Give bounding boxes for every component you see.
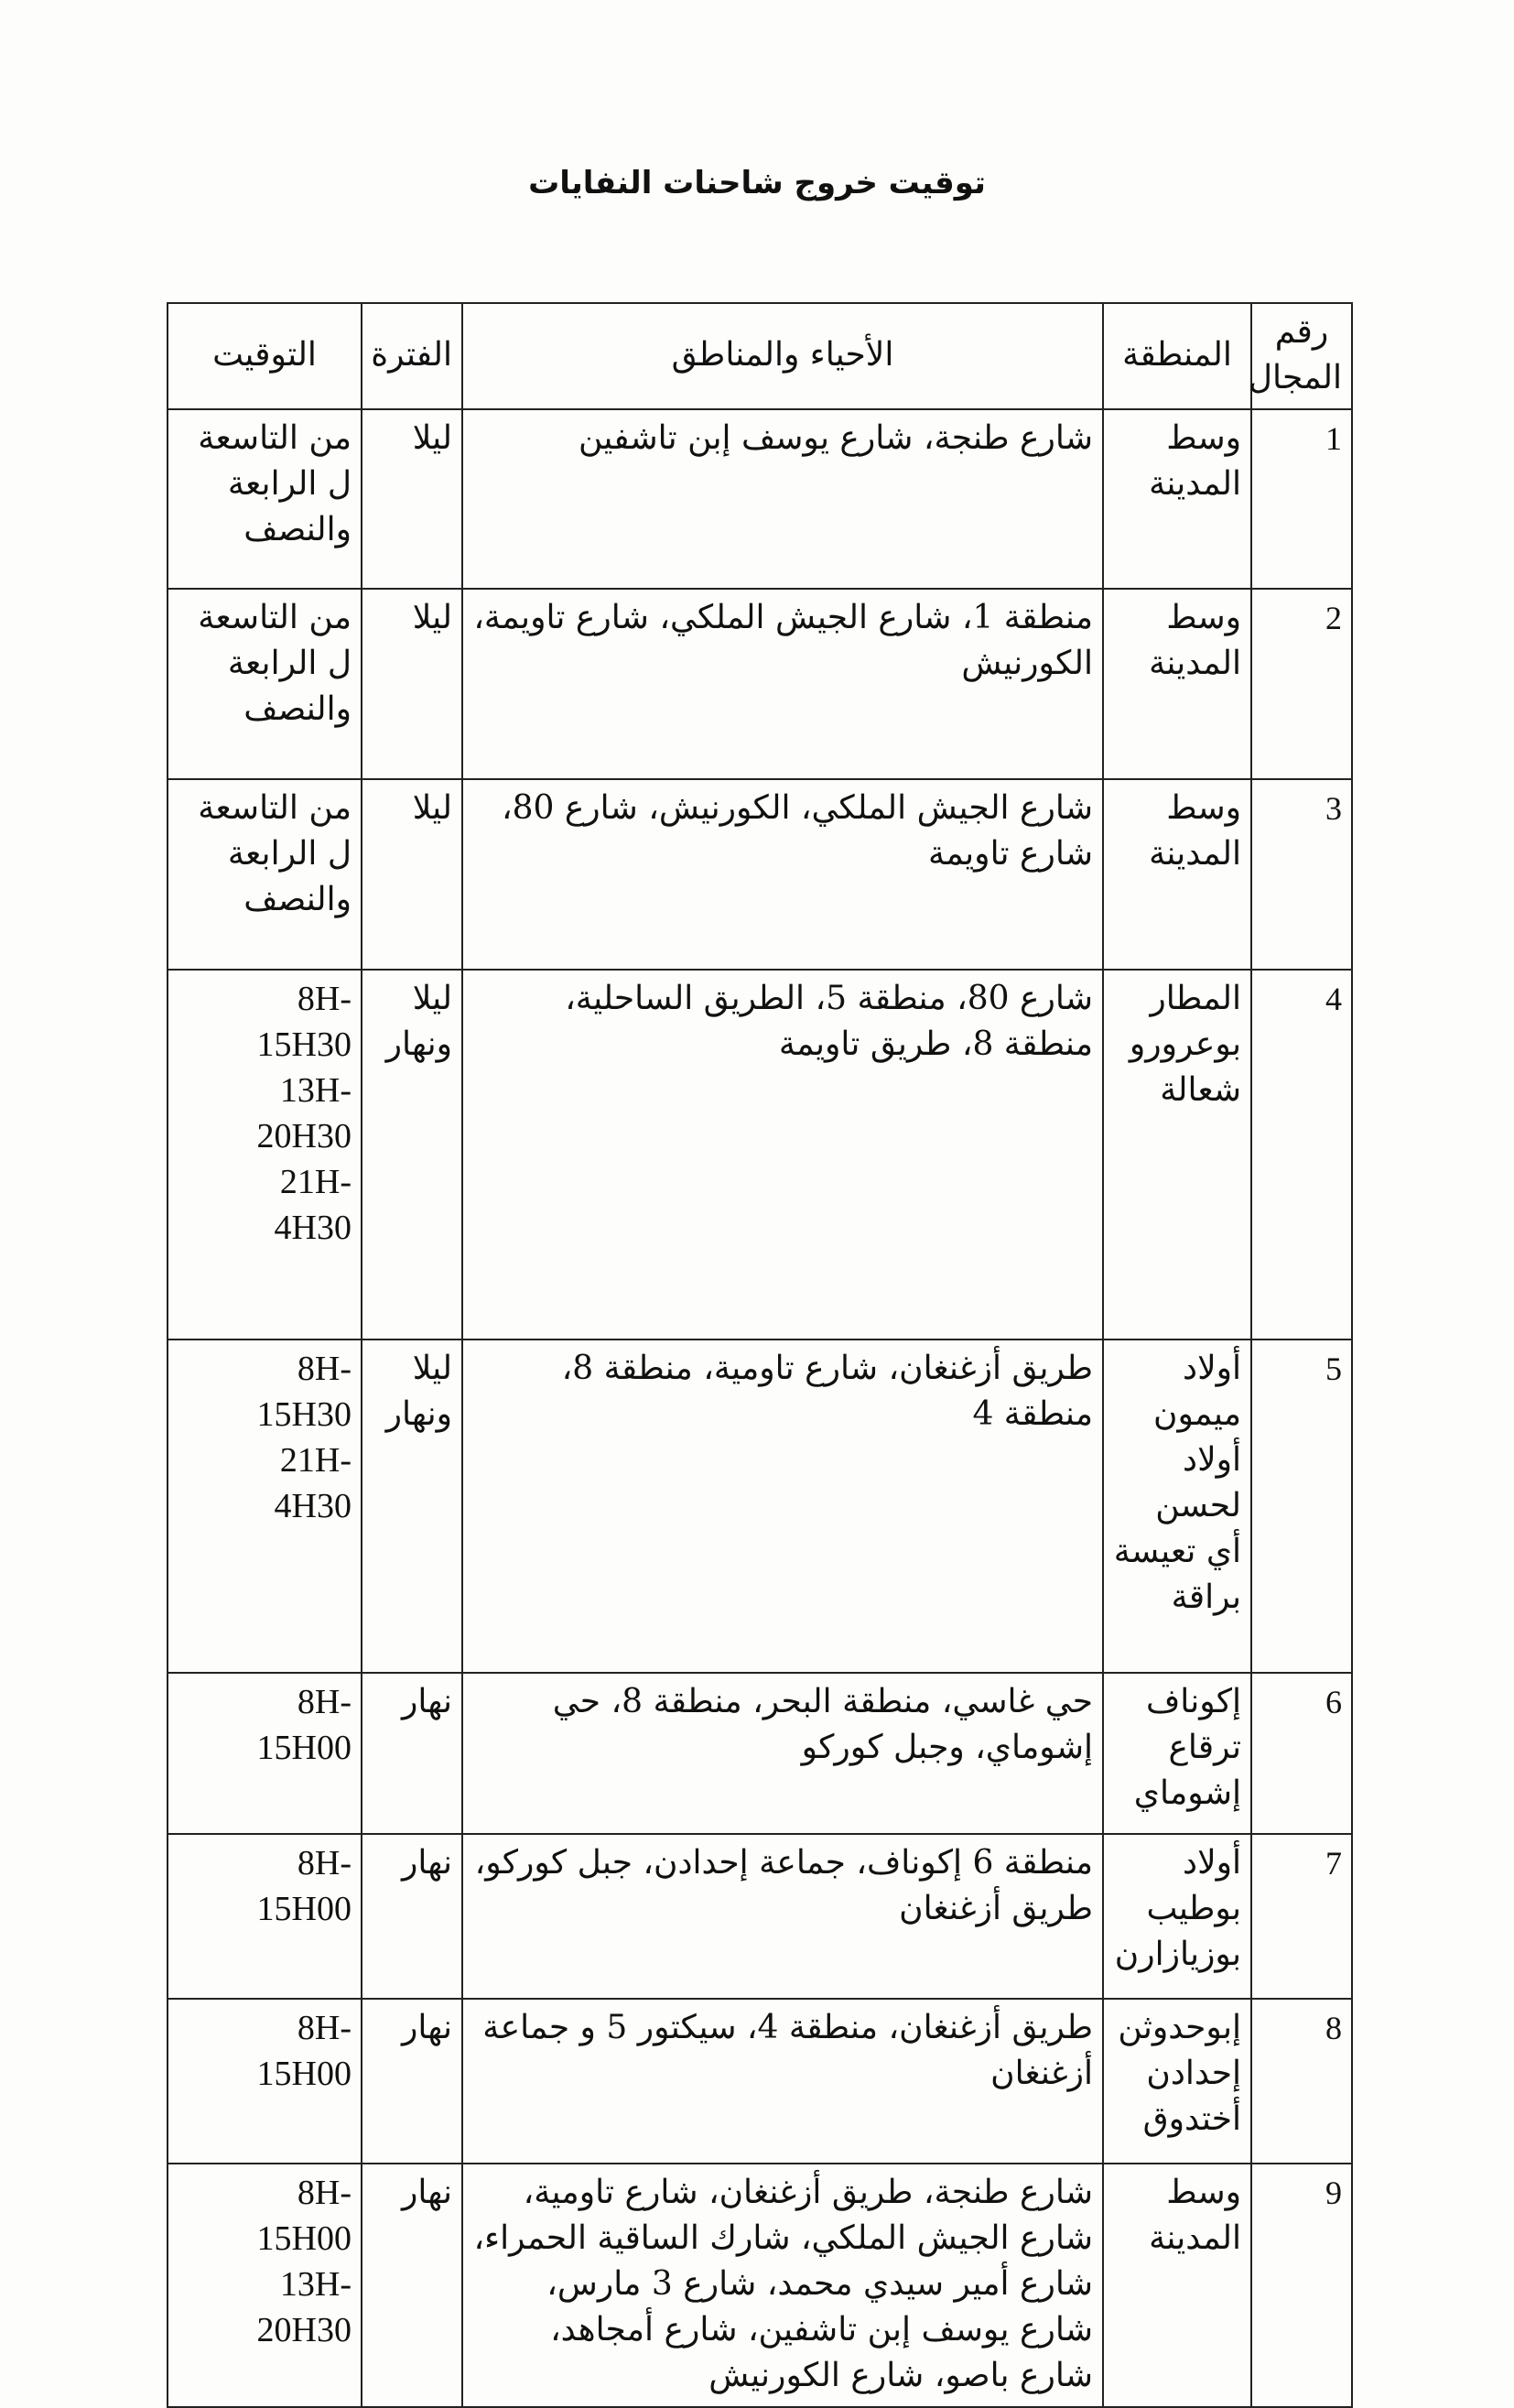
row-areas-cell: شارع طنجة، طريق أزغنغان، شارع تاومية، شارع الجيش الملكي، شارك الساقية الحمراء، شارع أمير سيدي محمد، شارع 3 مارس، شارع يوسف إبن تاشفين، شارع أمجاهد، شارع باصو، شارع الكورنيش (462, 2164, 1103, 2407)
row-areas-cell: حي غاسي، منطقة البحر، منطقة 8، حي إشوماي، وجبل كوركو (462, 1673, 1103, 1834)
timing-line: 8H- (297, 2174, 351, 2212)
row-areas-cell: منطقة 6 إكوناف، جماعة إحدادن، جبل كوركو، طريق أزغنغان (462, 1834, 1103, 1999)
row-number-cell: 4 (1251, 970, 1352, 1340)
header-areas: الأحياء والمناطق (462, 303, 1103, 409)
timing-line: 20H30 (256, 2311, 351, 2349)
row-zone-cell: أولاد ميمون أولاد لحسن أي تعيسة براقة (1103, 1340, 1251, 1673)
row-period-cell: ليلا (362, 779, 462, 970)
table-row (168, 970, 1352, 1340)
row-timing-cell (168, 779, 362, 970)
row-number-cell: 9 (1251, 2164, 1352, 2407)
timing-line: 15H00 (256, 1890, 351, 1928)
timing-line: من التاسعة (198, 789, 351, 827)
row-timing-cell (168, 970, 362, 1340)
row-number-cell: 7 (1251, 1834, 1352, 1999)
row-period-cell: ليلا (362, 589, 462, 779)
schedule-table (167, 302, 1353, 2408)
table-row (168, 779, 1352, 970)
row-timing-cell (168, 1834, 362, 1999)
row-period-cell: نهار (362, 1834, 462, 1999)
row-zone-cell: إبوحدوثن إحدادن أختدوق (1103, 1999, 1251, 2164)
timing-line: والنصف (243, 690, 351, 728)
timing-line: 15H00 (256, 2219, 351, 2258)
header-timing: التوقيت (168, 303, 362, 409)
row-areas-cell: منطقة 1، شارع الجيش الملكي، شارع تاويمة، الكورنيش (462, 589, 1103, 779)
row-timing-cell (168, 1673, 362, 1834)
row-zone-cell: إكوناف ترقاع إشوماي (1103, 1673, 1251, 1834)
row-zone-cell: وسط المدينة (1103, 589, 1251, 779)
table-row (168, 1999, 1352, 2164)
timing-line: ل الرابعة (227, 465, 351, 503)
row-timing-cell (168, 1340, 362, 1673)
row-period-cell: ليلا ونهار (362, 1340, 462, 1673)
header-zone: المنطقة (1103, 303, 1251, 409)
row-timing-cell (168, 589, 362, 779)
timing-line: ل الرابعة (227, 645, 351, 682)
table-row (168, 2164, 1352, 2407)
row-period-cell: نهار (362, 1673, 462, 1834)
timing-line: 8H- (297, 1350, 351, 1388)
row-zone-cell: وسط المدينة (1103, 2164, 1251, 2407)
row-period-cell: ليلا (362, 409, 462, 589)
row-number-cell: 8 (1251, 1999, 1352, 2164)
timing-line: 4H30 (274, 1209, 351, 1247)
timing-line: 15H30 (256, 1395, 351, 1434)
table-row (168, 409, 1352, 589)
row-number-cell: 3 (1251, 779, 1352, 970)
timing-line: 15H00 (256, 2055, 351, 2093)
row-zone-cell: وسط المدينة (1103, 779, 1251, 970)
page-title: توقيت خروج شاحنات النفايات (528, 165, 986, 201)
row-zone-cell: المطار بوعرورو شعالة (1103, 970, 1251, 1340)
table-header-row (168, 303, 1352, 409)
timing-line: 21H- (279, 1163, 351, 1201)
timing-line: ل الرابعة (227, 835, 351, 873)
table-row (168, 1340, 1352, 1673)
table-row (168, 1834, 1352, 1999)
row-timing-cell (168, 1999, 362, 2164)
row-areas-cell: شارع 80، منطقة 5، الطريق الساحلية، منطقة 8، طريق تاويمة (462, 970, 1103, 1340)
timing-line: 13H- (279, 2265, 351, 2304)
timing-line: والنصف (243, 881, 351, 918)
timing-line: من التاسعة (198, 419, 351, 457)
timing-line: 13H- (279, 1071, 351, 1110)
header-period: الفترة (362, 303, 462, 409)
header-number: رقم المجال (1251, 303, 1352, 409)
timing-line: 15H30 (256, 1025, 351, 1064)
row-areas-cell: طريق أزغنغان، شارع تاومية، منطقة 8، منطقة 4 (462, 1340, 1103, 1673)
row-timing-cell (168, 409, 362, 589)
row-number-cell: 6 (1251, 1673, 1352, 1834)
row-period-cell: نهار (362, 2164, 462, 2407)
timing-line: 21H- (279, 1441, 351, 1480)
row-timing-cell (168, 2164, 362, 2407)
row-zone-cell: وسط المدينة (1103, 409, 1251, 589)
table-row (168, 1673, 1352, 1834)
row-number-cell: 2 (1251, 589, 1352, 779)
timing-line: 15H00 (256, 1729, 351, 1767)
timing-line: 8H- (297, 2009, 351, 2047)
table-row (168, 589, 1352, 779)
row-number-cell: 5 (1251, 1340, 1352, 1673)
row-zone-cell: أولاد بوطيب بوزيازارن (1103, 1834, 1251, 1999)
timing-line: 20H30 (256, 1117, 351, 1155)
timing-line: والنصف (243, 511, 351, 548)
timing-line: 8H- (297, 980, 351, 1018)
timing-line: من التاسعة (198, 599, 351, 636)
row-areas-cell: شارع الجيش الملكي، الكورنيش، شارع 80، شارع تاويمة (462, 779, 1103, 970)
table-body (168, 409, 1352, 2407)
row-number-cell: 1 (1251, 409, 1352, 589)
row-period-cell: ليلا ونهار (362, 970, 462, 1340)
timing-line: 8H- (297, 1844, 351, 1882)
row-period-cell: نهار (362, 1999, 462, 2164)
row-areas-cell: شارع طنجة، شارع يوسف إبن تاشفين (462, 409, 1103, 589)
row-areas-cell: طريق أزغنغان، منطقة 4، سيكتور 5 و جماعة أزغنغان (462, 1999, 1103, 2164)
timing-line: 8H- (297, 1683, 351, 1721)
timing-line: 4H30 (274, 1487, 351, 1525)
